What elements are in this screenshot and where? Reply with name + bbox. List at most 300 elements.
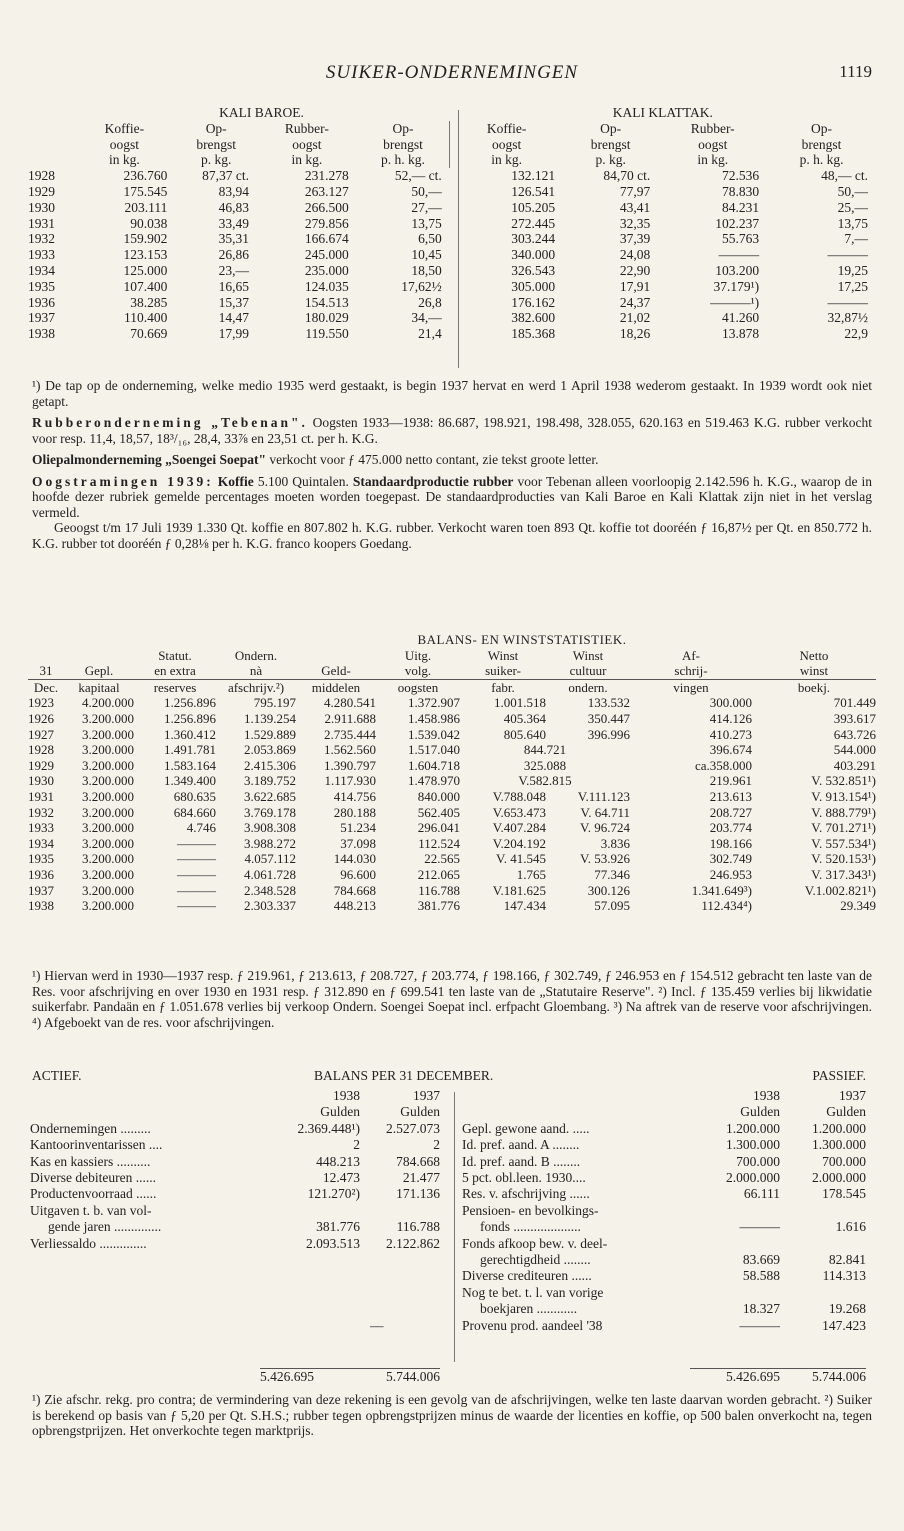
- value-cell: 213.613: [709, 788, 752, 804]
- column-header: suiker-: [485, 663, 521, 679]
- value-cell: ———: [827, 294, 868, 310]
- value-cell: 1.256.896: [164, 695, 216, 711]
- column-header: reserves: [134, 679, 216, 695]
- year-cell: 1929: [28, 757, 54, 773]
- item-value: 2.093.513: [306, 1235, 360, 1251]
- column-header: Op-: [600, 120, 622, 136]
- value-cell: 147.434: [503, 898, 546, 914]
- value-cell: 448.213: [333, 898, 376, 914]
- value-cell: 1.139.254: [244, 710, 296, 726]
- year-cell: 1933: [28, 820, 54, 836]
- column-header: Netto: [799, 647, 829, 663]
- value-cell: 26,86: [218, 247, 249, 263]
- item-value: [360, 1203, 440, 1219]
- value-cell: 112.434⁴): [701, 898, 752, 914]
- item-label: Kantoorinventarissen ....: [30, 1137, 163, 1153]
- value-cell: 133.532: [587, 695, 630, 711]
- value-cell: V.181.625: [492, 882, 546, 898]
- value-cell: 246.953: [709, 866, 752, 882]
- table-row: [462, 1285, 866, 1301]
- year-1937: 1937: [839, 1088, 866, 1103]
- value-cell: 219.961: [709, 773, 752, 789]
- value-cell: 37.179¹): [713, 278, 760, 294]
- value-cell: 300.000: [709, 695, 752, 711]
- value-cell: 15,37: [218, 294, 249, 310]
- value-cell: 3.200.000: [82, 788, 134, 804]
- value-cell: 77,97: [619, 183, 651, 199]
- value-cell: 21,4: [418, 326, 442, 342]
- value-cell: 4.061.728: [244, 866, 296, 882]
- table-row: [28, 695, 876, 711]
- value-cell: 1.360.412: [164, 726, 216, 742]
- total-actief-1937: 5.744.006: [358, 1368, 440, 1385]
- value-cell: 83,94: [218, 183, 249, 199]
- value-cell: 84.231: [721, 199, 760, 215]
- year-1938: 1938: [753, 1088, 780, 1103]
- item-value: [688, 1236, 780, 1252]
- value-cell: 266.500: [304, 199, 349, 215]
- header-row: [28, 152, 876, 168]
- table-row: [28, 216, 876, 232]
- column-header: oogst: [698, 136, 728, 152]
- table-row: [28, 820, 876, 836]
- column-header: in kg.: [108, 152, 140, 168]
- koffie-label: Koffie: [213, 473, 254, 489]
- balance-divider: [454, 1092, 455, 1362]
- value-cell: 17,99: [218, 326, 249, 342]
- value-cell: 107.400: [123, 278, 168, 294]
- balance-sheet-title: BALANS PER 31 DECEMBER.: [314, 1068, 494, 1083]
- value-cell: V. 41.545: [496, 851, 546, 867]
- item-value: [262, 1203, 360, 1219]
- column-header: kapitaal: [64, 679, 134, 695]
- table-row: [28, 883, 876, 899]
- value-cell: 13,75: [411, 215, 442, 231]
- oliepalm-label: Oliepalmonderneming „Soengei Soepat": [32, 452, 267, 467]
- year-cell: 1928: [28, 742, 54, 758]
- value-cell: 840.000: [417, 788, 460, 804]
- value-cell: 643.726: [833, 726, 876, 742]
- balans-title: BALANS- EN WINSTSTATISTIEK.: [417, 632, 627, 647]
- value-cell: 48,— ct.: [821, 168, 868, 184]
- year-cell: 1923: [28, 695, 54, 711]
- value-cell: 1.539.042: [408, 726, 460, 742]
- item-value: 700.000: [736, 1153, 780, 1169]
- item-value: 19.268: [828, 1301, 866, 1317]
- value-cell: 17,91: [619, 278, 651, 294]
- value-cell: 2.911.688: [324, 710, 376, 726]
- column-header: [296, 648, 376, 664]
- year-1938: 1938: [333, 1088, 360, 1103]
- item-value: 66.111: [743, 1186, 780, 1202]
- value-cell: 3.200.000: [82, 898, 134, 914]
- column-header: p. h. kg.: [381, 152, 425, 168]
- table-row: [28, 295, 876, 311]
- value-cell: V.407.284: [492, 820, 546, 836]
- table-row: [28, 326, 876, 342]
- value-cell: V. 701.271¹): [811, 820, 876, 836]
- value-cell: 3.200.000: [82, 866, 134, 882]
- item-label: Productenvoorraad ......: [30, 1186, 157, 1202]
- balans-winst-table: [28, 632, 876, 914]
- item-value: 1.300.000: [726, 1137, 780, 1153]
- table-row: [28, 789, 876, 805]
- value-cell: 2.303.337: [244, 898, 296, 914]
- column-header: brengst: [196, 136, 237, 152]
- value-cell: 701.449: [833, 695, 876, 711]
- value-cell: 110.400: [124, 310, 168, 326]
- value-cell: 410.273: [709, 726, 752, 742]
- oogstraming-note: [32, 474, 872, 521]
- column-header: Koffie-: [104, 120, 145, 136]
- item-label: Id. pref. aand. A ........: [462, 1137, 580, 1153]
- item-value: 2.000.000: [812, 1170, 866, 1186]
- value-cell: 263.127: [304, 183, 349, 199]
- column-header: Op-: [392, 120, 414, 136]
- value-cell: 1.604.718: [408, 757, 460, 773]
- column-header: Statut.: [158, 647, 192, 663]
- value-cell: 126.541: [511, 183, 556, 199]
- value-cell: 396.674: [709, 742, 752, 758]
- table-row: [28, 184, 876, 200]
- value-cell: 208.727: [709, 804, 752, 820]
- year-cell: 1931: [28, 788, 54, 804]
- column-header: Dec.: [28, 679, 64, 695]
- value-cell: 18,50: [411, 262, 442, 278]
- item-label: Res. v. afschrijving ......: [462, 1186, 590, 1202]
- header-row: [28, 648, 876, 664]
- value-cell: 784.668: [333, 882, 376, 898]
- value-cell: 175.545: [123, 183, 168, 199]
- item-label: Kas en kassiers ..........: [30, 1153, 151, 1169]
- item-value: 21.477: [402, 1170, 440, 1186]
- value-cell: 17,25: [837, 278, 868, 294]
- value-cell: 166.674: [304, 231, 349, 247]
- page-title: SUIKER-ONDERNEMINGEN: [325, 62, 579, 83]
- column-header: 31: [39, 663, 53, 679]
- item-value: [780, 1285, 866, 1301]
- value-cell: 414.126: [709, 710, 752, 726]
- value-cell: ———: [177, 882, 216, 898]
- item-label: Provenu prod. aandeel '38: [462, 1317, 603, 1333]
- table-row: [28, 231, 876, 247]
- value-cell: 4.057.112: [244, 851, 296, 867]
- year-cell: 1929: [28, 183, 55, 199]
- kali-baroe-title: KALI BAROE.: [219, 105, 304, 120]
- value-cell: 680.635: [173, 788, 216, 804]
- balance-totals: [0, 1368, 904, 1386]
- value-cell: 1.529.889: [244, 726, 296, 742]
- table-row: [30, 1170, 440, 1186]
- item-value: 1.300.000: [812, 1137, 866, 1153]
- item-value: 82.841: [828, 1252, 866, 1268]
- value-cell: 3.200.000: [82, 726, 134, 742]
- value-cell: 405.364: [503, 710, 546, 726]
- value-cell: 23,—: [218, 262, 249, 278]
- year-cell: 1932: [28, 231, 55, 247]
- value-cell: 2.053.869: [244, 742, 296, 758]
- value-cell: 382.600: [511, 310, 556, 326]
- value-cell: V. 532.851¹): [811, 773, 876, 789]
- value-cell: 32,87½: [827, 310, 868, 326]
- value-cell: 280.188: [333, 804, 376, 820]
- item-value: ———: [739, 1219, 780, 1235]
- item-value: [780, 1203, 866, 1219]
- table-row: [462, 1186, 866, 1202]
- column-header: oogst: [109, 136, 139, 152]
- table-row: [28, 758, 876, 774]
- value-cell: 124.035: [304, 278, 349, 294]
- value-cell: V. 96.724: [580, 820, 630, 836]
- value-cell: 844.721: [523, 742, 567, 758]
- item-value: 147.423: [822, 1317, 866, 1333]
- value-cell: 154.513: [304, 294, 349, 310]
- value-cell: 403.291: [833, 757, 876, 773]
- tebenan-text: Oogsten 1933—1938: 86.687, 198.921, 198.498, 328.055, 620.163 en 519.463 K.G. rubber verkocht voor resp. 11,4, 18,57, 18³/₁₆, 28,4, 33⅞ en 23,51 ct. per h. K.G.: [32, 415, 872, 446]
- value-cell: 1.372.907: [408, 695, 460, 711]
- production-notes: [32, 378, 872, 551]
- column-header: in kg.: [450, 152, 563, 168]
- value-cell: 231.278: [304, 168, 349, 184]
- value-cell: 13,75: [837, 215, 868, 231]
- column-header: brengst: [590, 136, 631, 152]
- item-label: Uitgaven t. b. van vol-: [30, 1202, 152, 1218]
- value-cell: 43,41: [619, 199, 651, 215]
- value-cell: 1.117.930: [324, 773, 376, 789]
- column-header: Koffie-: [450, 121, 563, 137]
- value-cell: 1.583.164: [164, 757, 216, 773]
- total-actief-1938: 5.426.695: [260, 1368, 360, 1385]
- column-header: winst: [799, 663, 829, 679]
- value-cell: 103.200: [715, 262, 760, 278]
- table-row: [30, 1154, 440, 1170]
- table-row: [30, 1203, 440, 1219]
- item-value: 448.213: [316, 1153, 360, 1169]
- year-cell: 1926: [28, 710, 54, 726]
- table-row: [462, 1318, 866, 1334]
- value-cell: 203.111: [124, 199, 168, 215]
- value-cell: 3.836: [600, 835, 630, 851]
- item-label: Verliessaldo ..............: [30, 1235, 147, 1251]
- standaard-label: Standaardproductie rubber: [348, 473, 514, 489]
- year-cell: 1930: [28, 773, 54, 789]
- actief-label: ACTIEF.: [32, 1068, 82, 1083]
- value-cell: V. 557.534¹): [811, 835, 876, 851]
- item-value: ———: [739, 1317, 780, 1333]
- year-cell: 1935: [28, 278, 55, 294]
- table-row: [462, 1252, 866, 1268]
- value-cell: V. 888.779¹): [811, 804, 876, 820]
- value-cell: 235.000: [304, 262, 349, 278]
- footnote-tapping: ¹) De tap op de onderneming, welke medio 1935 werd gestaakt, is begin 1937 hervat en werd 1 April 1938 wederom gestaakt. In 1939 wordt ook niet getapt.: [32, 378, 872, 409]
- value-cell: 25,—: [837, 199, 868, 215]
- year-cell: 1937: [28, 310, 55, 326]
- item-label: Ondernemingen .........: [30, 1120, 151, 1136]
- item-value: 18.327: [742, 1301, 780, 1317]
- column-header: [28, 648, 64, 664]
- value-cell: 51.234: [340, 820, 376, 836]
- year-cell: 1931: [28, 215, 55, 231]
- value-cell: 2.735.444: [324, 726, 376, 742]
- table-row: [30, 1219, 440, 1235]
- item-value: 178.545: [822, 1186, 866, 1202]
- value-cell: 544.000: [833, 742, 876, 758]
- table-row: [462, 1219, 866, 1235]
- value-cell: 340.000: [511, 247, 556, 263]
- column-header: p. kg.: [201, 152, 232, 168]
- value-cell: 3.200.000: [82, 773, 134, 789]
- blank-cell: [28, 137, 73, 153]
- value-cell: 18,26: [619, 326, 651, 342]
- table-row: [28, 805, 876, 821]
- value-cell: 50,—: [411, 183, 442, 199]
- value-cell: 381.776: [417, 898, 460, 914]
- value-cell: 3.769.178: [244, 804, 296, 820]
- value-cell: 38.285: [130, 294, 168, 310]
- production-table: [28, 105, 876, 342]
- item-label: boekjaren ............: [480, 1301, 578, 1317]
- value-cell: V. 53.926: [580, 851, 630, 867]
- table-row: [28, 742, 876, 758]
- value-cell: ———: [827, 247, 868, 263]
- unit-label: Gulden: [400, 1104, 440, 1120]
- value-cell: 125.000: [123, 262, 168, 278]
- value-cell: 10,45: [411, 247, 442, 263]
- value-cell: V.204.192: [492, 835, 546, 851]
- table-row: [28, 263, 876, 279]
- value-cell: 16,65: [218, 278, 249, 294]
- column-header: volg.: [404, 663, 432, 679]
- value-cell: 1.562.560: [324, 742, 376, 758]
- value-cell: 27,—: [411, 199, 442, 215]
- value-cell: 795.197: [253, 695, 296, 711]
- item-label: 5 pct. obl.leen. 1930....: [462, 1170, 586, 1186]
- passief-table: [462, 1088, 866, 1334]
- value-cell: 87,37 ct.: [202, 168, 249, 184]
- table-row: [30, 1186, 440, 1202]
- item-value: 58.588: [742, 1268, 780, 1284]
- value-cell: 3.200.000: [82, 804, 134, 820]
- item-value: 2: [433, 1137, 440, 1153]
- value-cell: 37.098: [340, 835, 376, 851]
- value-cell: 1.349.400: [164, 773, 216, 789]
- table-row: [462, 1268, 866, 1284]
- value-cell: ca.358.000: [694, 757, 752, 773]
- table-row: [28, 200, 876, 216]
- table-row: [462, 1170, 866, 1186]
- item-value: 700.000: [822, 1153, 866, 1169]
- table-row: [28, 898, 876, 914]
- value-cell: 4.746: [186, 820, 216, 836]
- table-row: [462, 1301, 866, 1317]
- item-value: 2.122.862: [386, 1235, 440, 1251]
- table-row: [28, 773, 876, 789]
- value-cell: 123.153: [123, 247, 168, 263]
- item-value: 121.270²): [307, 1186, 360, 1202]
- value-cell: 684.660: [173, 804, 216, 820]
- value-cell: 350.447: [587, 710, 630, 726]
- value-cell: 132.121: [511, 168, 556, 184]
- item-value: 116.788: [396, 1219, 440, 1235]
- value-cell: V. 317.343¹): [811, 866, 876, 882]
- column-header: ondern.: [546, 679, 630, 695]
- table-row: [462, 1121, 866, 1137]
- value-cell: 159.902: [123, 231, 168, 247]
- item-value: 784.668: [396, 1153, 440, 1169]
- value-cell: 70.669: [130, 326, 168, 342]
- year-cell: 1928: [28, 168, 55, 184]
- value-cell: ———¹): [710, 294, 760, 310]
- value-cell: 212.065: [417, 866, 460, 882]
- column-header: oogst: [292, 136, 322, 152]
- header-row: [28, 663, 876, 679]
- value-cell: 279.856: [304, 215, 349, 231]
- column-header: Gepl.: [84, 663, 114, 679]
- value-cell: 17,62½: [401, 278, 442, 294]
- value-cell: V.111.123: [577, 788, 630, 804]
- year-cell: 1930: [28, 199, 55, 215]
- value-cell: 112.524: [418, 835, 460, 851]
- value-cell: V.653.473: [492, 804, 546, 820]
- header-row: [28, 121, 876, 137]
- value-cell: 4.200.000: [82, 695, 134, 711]
- table-row: [30, 1121, 440, 1137]
- value-cell: 3.200.000: [82, 820, 134, 836]
- value-cell: 1.390.797: [324, 757, 376, 773]
- column-header: boekj.: [752, 679, 876, 695]
- value-cell: V. 520.153¹): [811, 851, 876, 867]
- value-cell: 19,25: [837, 262, 868, 278]
- value-cell: 41.260: [721, 310, 760, 326]
- year-cell: 1927: [28, 726, 54, 742]
- item-value: 171.136: [396, 1186, 440, 1202]
- column-header: cultuur: [569, 663, 607, 679]
- value-cell: 302.749: [709, 851, 752, 867]
- header-row: [28, 679, 876, 695]
- column-header: brengst: [801, 136, 842, 152]
- value-cell: ———: [718, 247, 760, 263]
- value-cell: 3.200.000: [82, 757, 134, 773]
- value-cell: 3.622.685: [244, 788, 296, 804]
- value-cell: 24,08: [619, 247, 651, 263]
- table-row: [30, 1137, 440, 1153]
- year-cell: 1935: [28, 851, 54, 867]
- column-header: oogsten: [376, 679, 460, 695]
- column-header: p. h. kg.: [799, 152, 844, 168]
- value-cell: 21,02: [619, 310, 651, 326]
- column-header: Winst: [572, 647, 604, 663]
- oliepalm-note: [32, 452, 872, 468]
- value-cell: 102.237: [715, 215, 760, 231]
- year-cell: 1934: [28, 262, 55, 278]
- value-cell: 300.126: [587, 882, 630, 898]
- blank-cell: [28, 121, 73, 137]
- column-header: Rubber-: [284, 120, 329, 136]
- item-label: gerechtigdheid ........: [480, 1252, 591, 1268]
- column-header: fabr.: [460, 679, 546, 695]
- value-cell: ———: [177, 835, 216, 851]
- value-cell: 29.349: [840, 898, 876, 914]
- value-cell: 1.341.649³): [691, 882, 752, 898]
- column-header: in kg.: [697, 152, 729, 168]
- value-cell: 37,39: [619, 231, 651, 247]
- year-cell: 1933: [28, 247, 55, 263]
- value-cell: V. 64.711: [580, 804, 630, 820]
- table-row: [28, 836, 876, 852]
- value-cell: V. 913.154¹): [811, 788, 876, 804]
- item-label: Fonds afkoop bew. v. deel-: [462, 1235, 608, 1251]
- table-row: [28, 851, 876, 867]
